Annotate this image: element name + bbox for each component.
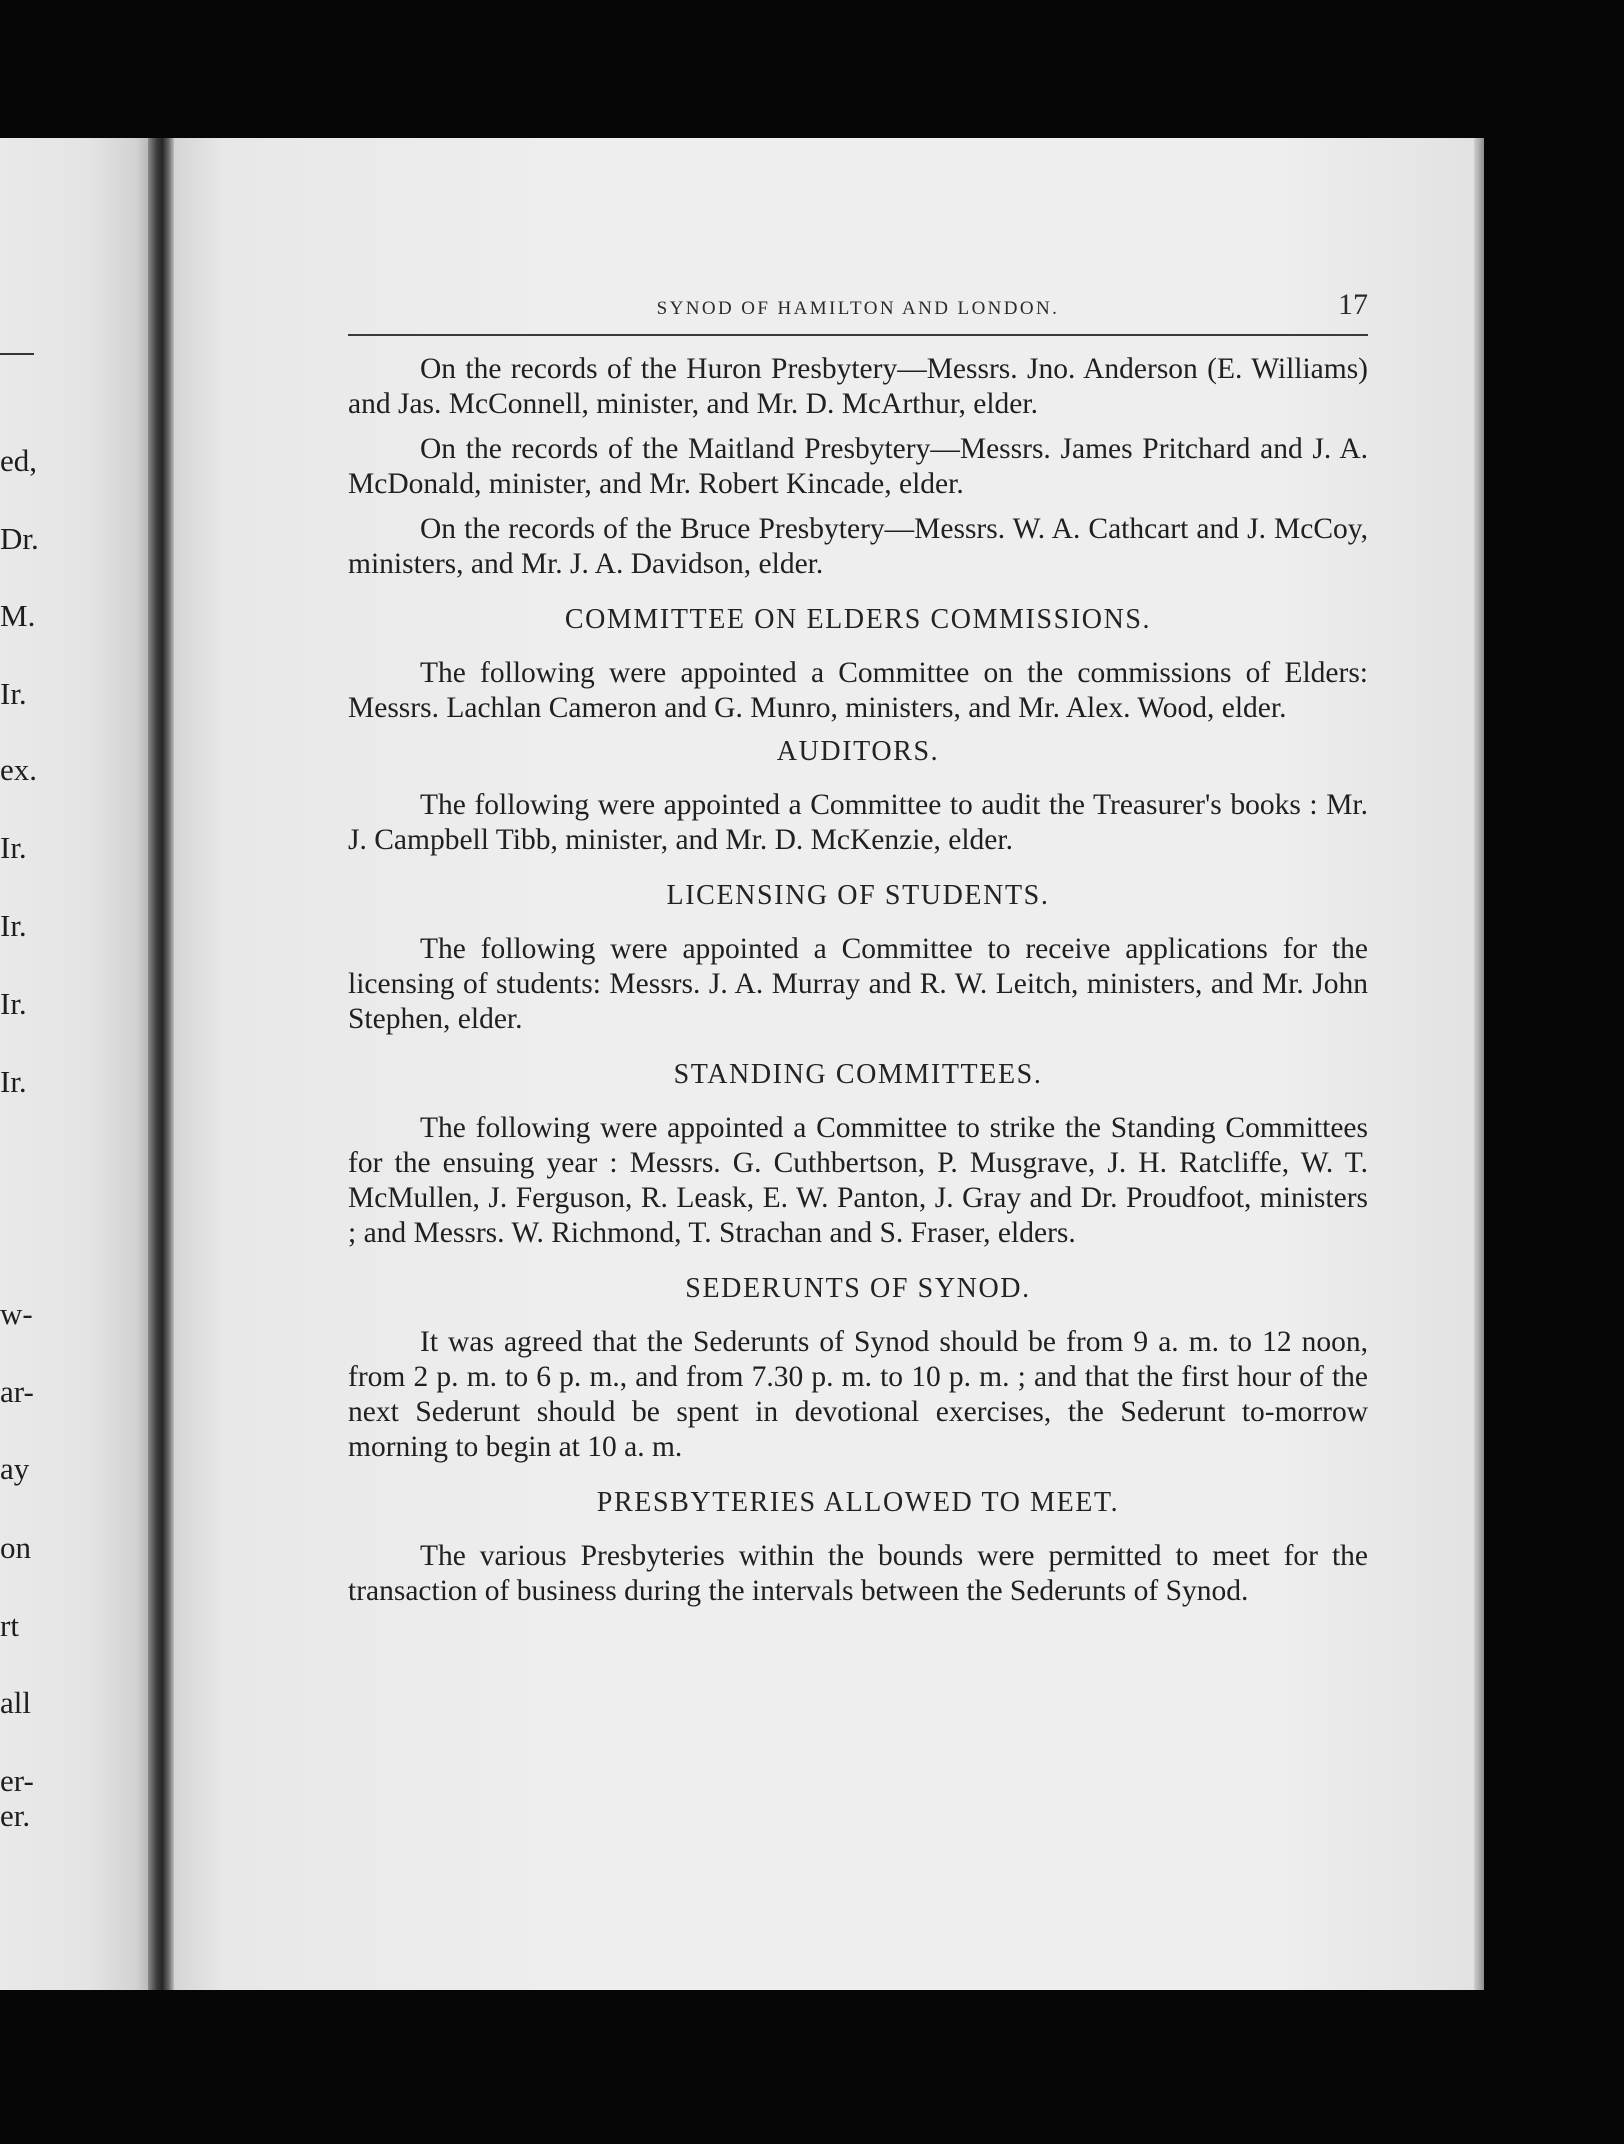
- book-gutter: [148, 138, 174, 1990]
- paragraph-elders-commissions: The following were appointed a Committee on the commissions of Elders: Messrs. Lachlan Cameron and G. Munro, ministers, and Mr. Alex. Wood, elder.: [348, 657, 1368, 724]
- left-margin-fragment: ay: [0, 1451, 30, 1486]
- heading-standing-committees: STANDING COMMITTEES.: [673, 1059, 1043, 1090]
- left-margin-fragment: Ir.: [0, 908, 27, 943]
- left-margin-fragment: M.: [0, 598, 36, 633]
- heading-elders-commissions: COMMITTEE ON ELDERS COMMISSIONS.: [564, 604, 1152, 635]
- left-margin-fragment: er-: [0, 1763, 34, 1798]
- left-margin-fragment: ex.: [0, 752, 38, 787]
- page-content: [348, 290, 1368, 1619]
- left-margin-fragment: Ir.: [0, 676, 27, 711]
- left-margin-fragment: ar-: [0, 1374, 34, 1409]
- left-margin-fragment: Ir.: [0, 830, 27, 865]
- left-margin-fragment: ed,: [0, 443, 38, 478]
- page-number: 17: [1338, 288, 1368, 321]
- heading-licensing-of-students: LICENSING OF STUDENTS.: [666, 880, 1050, 911]
- running-head: [348, 290, 1368, 336]
- left-margin-fragment: er.: [0, 1798, 31, 1833]
- paragraph-presbyteries-allowed-to-meet: The various Presbyteries within the bounds were permitted to meet for the transaction of business during the intervals between the Sederunts of Synod.: [348, 1540, 1368, 1607]
- paragraph-huron-records: On the records of the Huron Presbytery—Messrs. Jno. Anderson (E. Williams) and Jas. McConnell, minister, and Mr. D. McArthur, elder.: [348, 353, 1368, 420]
- previous-page-header-rule: [0, 353, 34, 355]
- page-17: [174, 138, 1474, 1990]
- running-title: SYNOD OF HAMILTON AND LONDON.: [656, 298, 1060, 319]
- paragraph-bruce-records: On the records of the Bruce Presbytery—Messrs. W. A. Cathcart and J. McCoy, ministers, and Mr. J. A. Davidson, elder.: [348, 513, 1368, 580]
- paragraph-standing-committees: The following were appointed a Committee to strike the Standing Committees for the ensuing year : Messrs. G. Cuthbertson, P. Musgrave, J. H. Ratcliffe, W. T. McMullen, J. Ferguson, R. Leask, E. W. Panton, J. Gray and Dr. Proudfoot, ministers ; and Messrs. W. Richmond, T. Strachan and S. Fraser, elders.: [348, 1112, 1368, 1249]
- left-margin-fragment: all: [0, 1685, 31, 1720]
- left-margin-fragment: Dr.: [0, 521, 39, 556]
- paragraph-sederunts-of-synod: It was agreed that the Sederunts of Synod should be from 9 a. m. to 12 noon, from 2 p. m. to 6 p. m., and from 7.30 p. m. to 10 p. m. ; and that the first hour of the next Sederunt should be spent in devotional exercises, the Sederunt to-morrow morning to begin at 10 a. m.: [348, 1326, 1368, 1463]
- paragraph-auditors: The following were appointed a Committee to audit the Treasurer's books : Mr. J. Campbell Tibb, minister, and Mr. D. McKenzie, elder.: [348, 789, 1368, 856]
- paragraph-licensing-of-students: The following were appointed a Committee to receive applications for the licensing of students: Messrs. J. A. Murray and R. W. Leitch, ministers, and Mr. John Stephen, elder.: [348, 933, 1368, 1035]
- left-margin-fragment: Ir.: [0, 986, 27, 1021]
- paragraph-maitland-records: On the records of the Maitland Presbytery—Messrs. James Pritchard and J. A. McDonald, minister, and Mr. Robert Kincade, elder.: [348, 433, 1368, 500]
- heading-presbyteries-allowed-to-meet: PRESBYTERIES ALLOWED TO MEET.: [596, 1487, 1120, 1518]
- left-margin-fragment: on: [0, 1530, 31, 1565]
- left-margin-fragment: Ir.: [0, 1064, 27, 1099]
- heading-auditors: AUDITORS.: [776, 736, 940, 767]
- previous-page-fragment: [0, 138, 148, 1990]
- heading-sederunts-of-synod: SEDERUNTS OF SYNOD.: [685, 1273, 1031, 1304]
- page-edge-shadow: [1474, 138, 1484, 1990]
- left-margin-fragment: rt: [0, 1608, 19, 1643]
- left-margin-fragment: w-: [0, 1296, 33, 1331]
